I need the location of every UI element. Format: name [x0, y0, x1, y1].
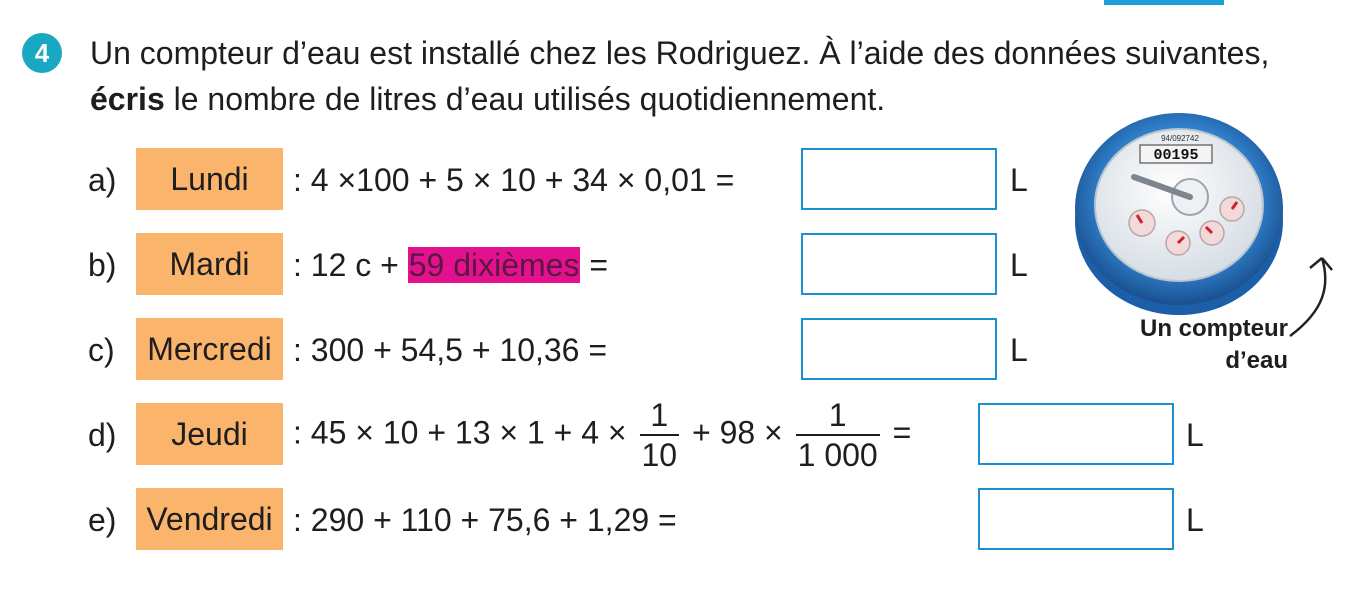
exercise-number-badge: 4: [22, 33, 62, 73]
unit-jeudi: L: [1186, 417, 1204, 453]
instruction-line-1: Un compteur d’eau est installé chez les Rodriguez. À l’aide des données suivantes,: [90, 35, 1270, 71]
instruction-rest: le nombre de litres d’eau utilisés quotidiennement.: [164, 81, 886, 117]
unit-mardi: L: [1010, 247, 1028, 283]
day-label-mercredi: Mercredi: [136, 318, 283, 380]
expression-lundi: : 4 ×100 + 5 × 10 + 34 × 0,01 =: [293, 162, 735, 198]
row-letter: e): [88, 502, 117, 538]
meter-caption-line2: d’eau: [1225, 347, 1288, 374]
answer-box-mercredi[interactable]: [801, 318, 997, 380]
expression-pre: : 45 × 10 + 13 × 1 + 4 ×: [293, 414, 627, 451]
day-label-vendredi: Vendredi: [136, 488, 283, 550]
expression-vendredi: : 290 + 110 + 75,6 + 1,29 =: [293, 502, 677, 538]
answer-box-lundi[interactable]: [801, 148, 997, 210]
fraction-numerator: 1: [828, 397, 847, 433]
row-letter: b): [88, 247, 117, 283]
row-letter: a): [88, 162, 117, 198]
highlighted-term: 59 dixièmes: [408, 247, 580, 283]
meter-reading: 00195: [1153, 147, 1199, 164]
unit-lundi: L: [1010, 162, 1028, 198]
meter-caption: [1110, 313, 1288, 377]
row-letter: c): [88, 332, 115, 368]
day-label-mardi: Mardi: [136, 233, 283, 295]
fraction-one-thousandth: [796, 399, 880, 471]
fraction-bar: [796, 434, 880, 436]
top-tab-decoration: [1104, 0, 1224, 5]
expression-mardi: [293, 233, 608, 297]
expression-pre: : 12 c +: [293, 247, 408, 283]
meter-caption-line1: Un compteur: [1139, 315, 1288, 342]
water-meter-image: [1072, 105, 1286, 319]
expression-post: =: [580, 247, 609, 283]
expression-mid: + 98 ×: [691, 414, 783, 451]
row-letter: d): [88, 417, 117, 453]
answer-box-jeudi[interactable]: [978, 403, 1174, 465]
day-label-jeudi: Jeudi: [136, 403, 283, 465]
fraction-numerator: 1: [650, 397, 669, 433]
fraction-one-tenth: [640, 399, 680, 471]
fraction-denominator: 1 000: [797, 437, 878, 473]
expression-jeudi: [293, 399, 911, 471]
meter-serial: 94/092742: [1161, 134, 1199, 143]
unit-vendredi: L: [1186, 502, 1204, 538]
fraction-bar: [640, 434, 680, 436]
expression-post: =: [892, 414, 912, 451]
day-label-lundi: Lundi: [136, 148, 283, 210]
answer-box-mardi[interactable]: [801, 233, 997, 295]
answer-box-vendredi[interactable]: [978, 488, 1174, 550]
unit-mercredi: L: [1010, 332, 1028, 368]
instruction-bold-verb: écris: [90, 81, 165, 117]
fraction-denominator: 10: [641, 437, 678, 473]
expression-mercredi: : 300 + 54,5 + 10,36 =: [293, 332, 608, 368]
